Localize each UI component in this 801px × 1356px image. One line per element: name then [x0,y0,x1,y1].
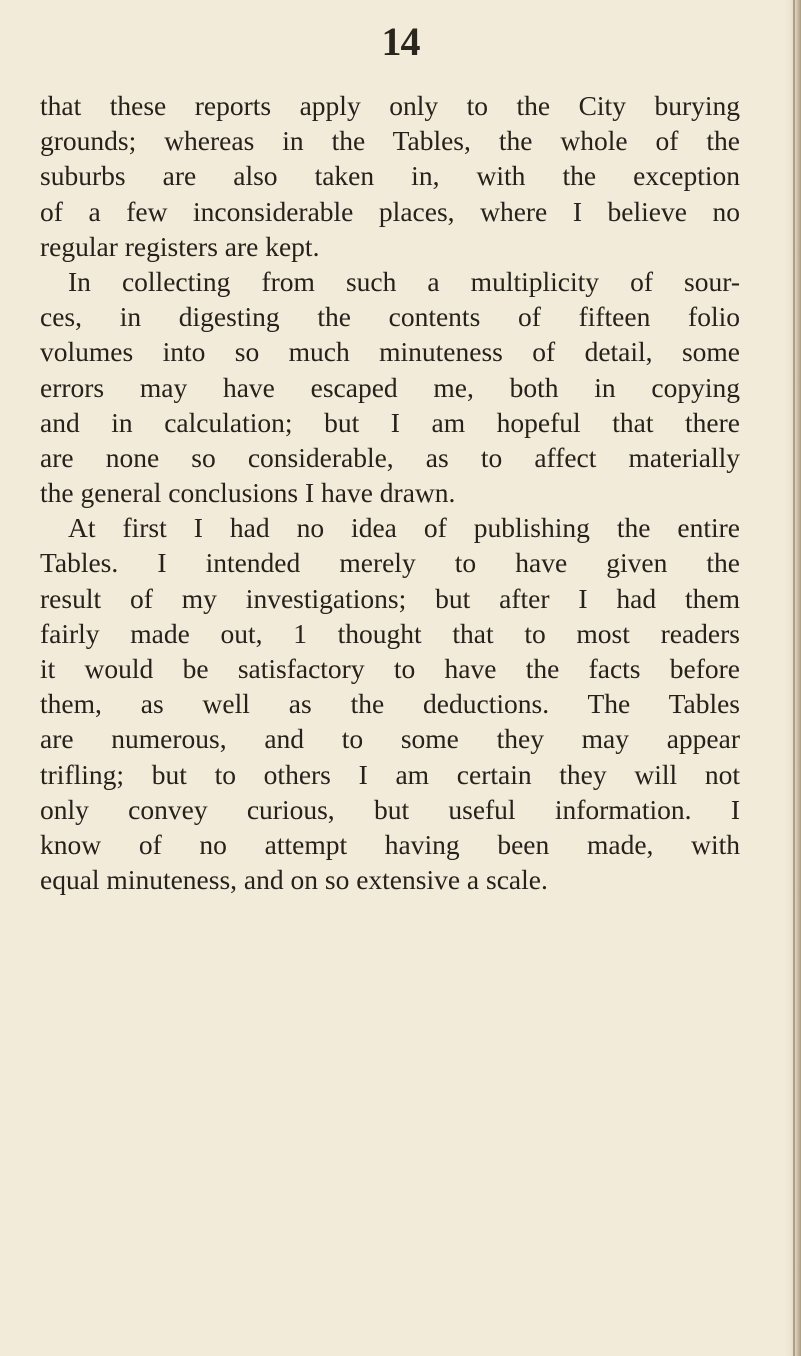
text-line: grounds; whereas in the Tables, the whole of the [40,125,740,157]
page-edge-line [793,0,795,1356]
text-line: them, as well as the deductions. The Tables [40,688,740,720]
text-line: are numerous, and to some they may appear [40,723,740,755]
text-line: volumes into so much minuteness of detail, some [40,336,740,368]
text-line: only convey curious, but useful information. I [40,793,740,825]
text-line: it would be satisfactory to have the facts before [40,653,740,684]
page-number: 14 [381,19,420,64]
text-line: trifling; but to others I am certain they will not [40,758,740,790]
text-line: of a few inconsiderable places, where I believe no [40,195,740,227]
text-line: regular registers are kept. [40,230,320,262]
text-line: Tables. I intended merely to have given the [40,547,740,579]
text-line: are none so considerable, as to affect materially [40,441,740,473]
body-text [40,88,740,897]
text-line: At first I had no idea of publishing the entire [68,512,740,544]
text-line: errors may have escaped me, both in copying [40,371,740,403]
text-line: equal minuteness, and on so extensive a scale. [40,864,548,896]
text-line: that these reports apply only to the City burying [40,90,740,121]
text-line: the general conclusions I have drawn. [40,477,456,509]
text-line: know of no attempt having been made, with [40,828,740,860]
text-line: ces, in digesting the contents of fifteen folio [40,301,740,333]
text-line: fairly made out, 1 thought that to most readers [40,617,740,649]
text-line: In collecting from such a multiplicity of sour- [68,265,740,297]
text-line: and in calculation; but I am hopeful that there [40,406,740,438]
text-line: suburbs are also taken in, with the exception [40,160,740,192]
text-line: result of my investigations; but after I had them [40,582,740,614]
